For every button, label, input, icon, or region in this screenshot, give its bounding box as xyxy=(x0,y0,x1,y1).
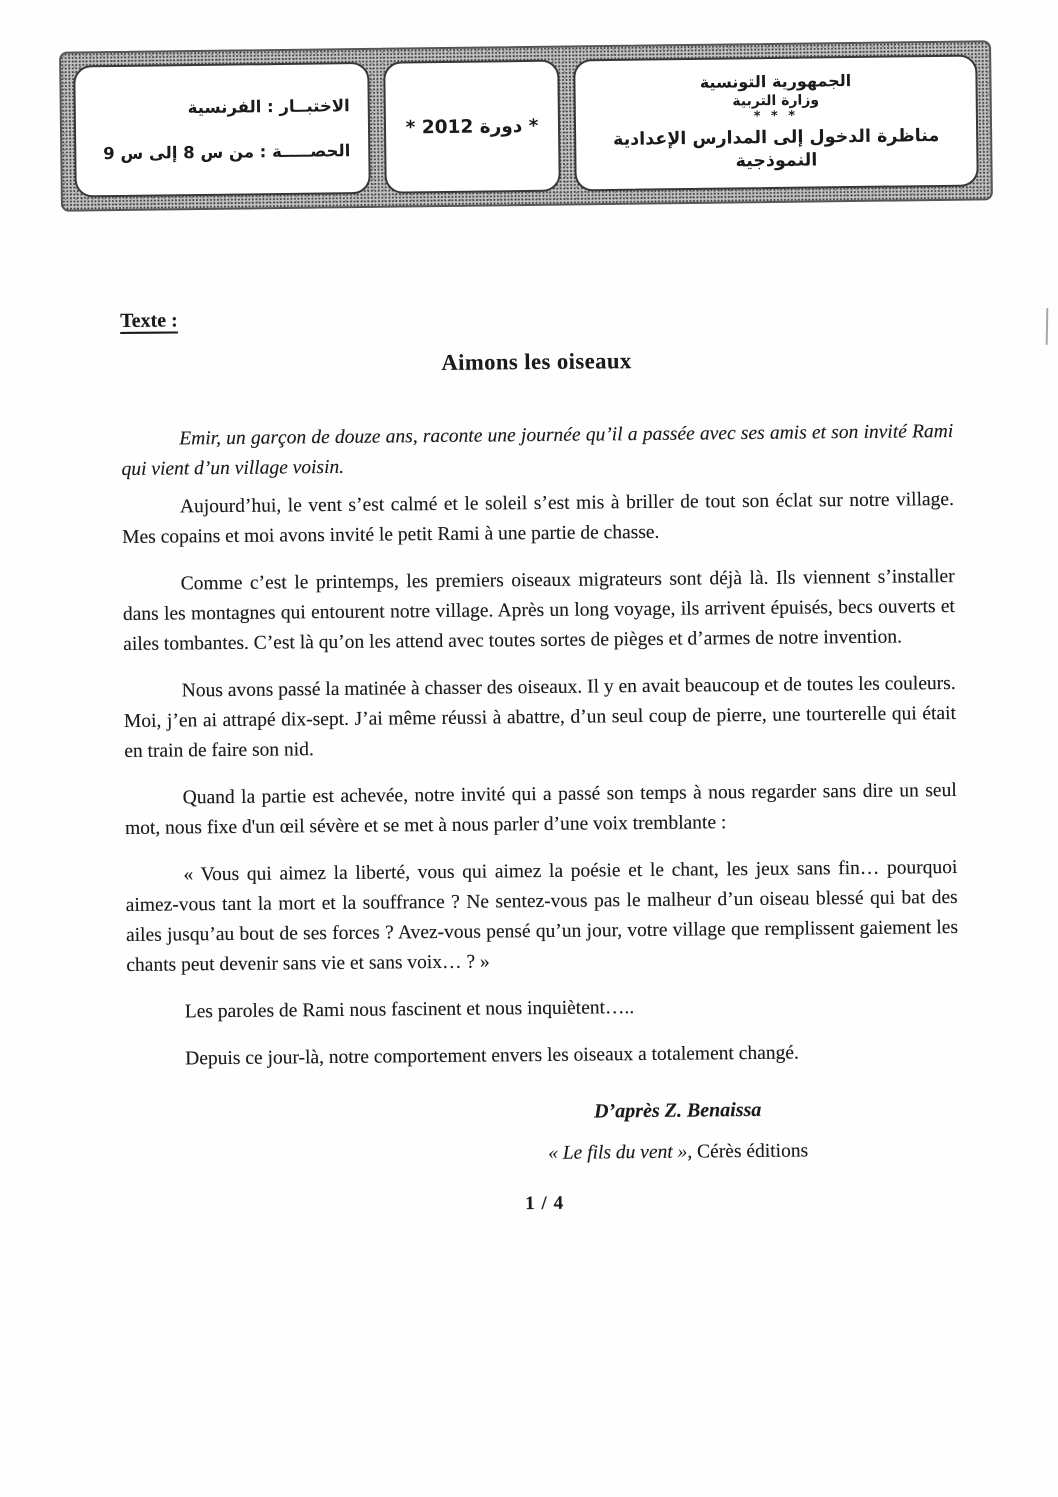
attribution-source-title: « Le fils du vent » xyxy=(548,1141,688,1164)
intro-paragraph: Emir, un garçon de douze ans, raconte une journée qu’il a passée avec ses amis et son invité Rami qui vient d’un village voisin. xyxy=(121,421,954,480)
attribution-block xyxy=(398,1093,959,1170)
stars-ornament: * * * xyxy=(753,108,799,125)
document-title: Aimons les oiseaux xyxy=(441,348,632,375)
exam-subject-label: الاختبــار : الفرنسية xyxy=(187,96,350,118)
document-body xyxy=(120,298,961,1223)
ministry-label: وزارة التربية xyxy=(732,92,820,110)
attribution-source-publisher: , Cérès éditions xyxy=(687,1140,809,1163)
header-cell-session-year xyxy=(383,60,561,194)
paragraph-5-quote: « Vous qui aimez la liberté, vous qui aimez la poésie et le chant, les jeux sans fin… pourquoi aimez-vous tant la mort et la souffrance ? Ne sentez-vous pas le malheur d’un oiseau blessé qui bat des ailes jusqu’au bout de ses forces ? Avez-vous pensé qu’un jour, votre village que remplissent gaiement les chants peut devenir sans vie et sans voix… ? » xyxy=(125,856,959,976)
paragraph-7: Depuis ce jour-là, notre comportement envers les oiseaux a totalement changé. xyxy=(185,1042,799,1070)
paragraph-2: Comme c’est le printemps, les premiers oiseaux migrateurs sont déjà là. Ils viennent s’installer dans les montagnes qui entourent notre village. Après un long voyage, ils arrivent épuisés, becs ouverts et ailes tombantes. C’est là qu’on les attend avec toutes sortes de pièges et d’armes de notre invention. xyxy=(122,566,956,655)
texte-label: Texte : xyxy=(120,309,178,332)
attribution-source xyxy=(398,1135,958,1170)
exam-session-time-label: الحصـــــة : من س 8 إلى س 9 xyxy=(103,140,351,163)
scan-artifact-line xyxy=(1046,308,1049,345)
paragraph-4: Quand la partie est achevée, notre invité qui a passé son temps à nous regarder sans dire un seul mot, nous fixe d'un œil sévère et se met à nous parler d’une voix tremblante : xyxy=(124,779,957,839)
attribution-author: D’après Z. Benaissa xyxy=(594,1098,762,1123)
session-year-label: * دورة 2012 * xyxy=(405,115,539,138)
republic-label: الجمهورية التونسية xyxy=(699,71,852,92)
header-cell-ministry xyxy=(573,54,979,191)
paragraph-3: Nous avons passé la matinée à chasser des oiseaux. Il y en avait beaucoup et de toutes les couleurs. Moi, j’en ai attrapé dix-sept. J’ai même réussi à abattre, d’un seul coup de pierre, une tourterelle qui était en train de faire son nid. xyxy=(123,672,957,762)
header-cell-exam-info xyxy=(73,62,371,198)
exam-header xyxy=(59,40,993,211)
paragraph-6: Les paroles de Rami nous fascinent et nous inquiètent….. xyxy=(184,997,635,1023)
page-number: 1 / 4 xyxy=(525,1192,565,1215)
paragraph-1: Aujourd’hui, le vent s’est calmé et le soleil s’est mis à briller de tout son éclat sur notre village. Mes copains et moi avons invité le petit Rami à une partie de chasse. xyxy=(122,489,954,548)
exam-title-arabic: مناظرة الدخول إلى المدارس الإعدادية النموذجية xyxy=(612,125,940,172)
